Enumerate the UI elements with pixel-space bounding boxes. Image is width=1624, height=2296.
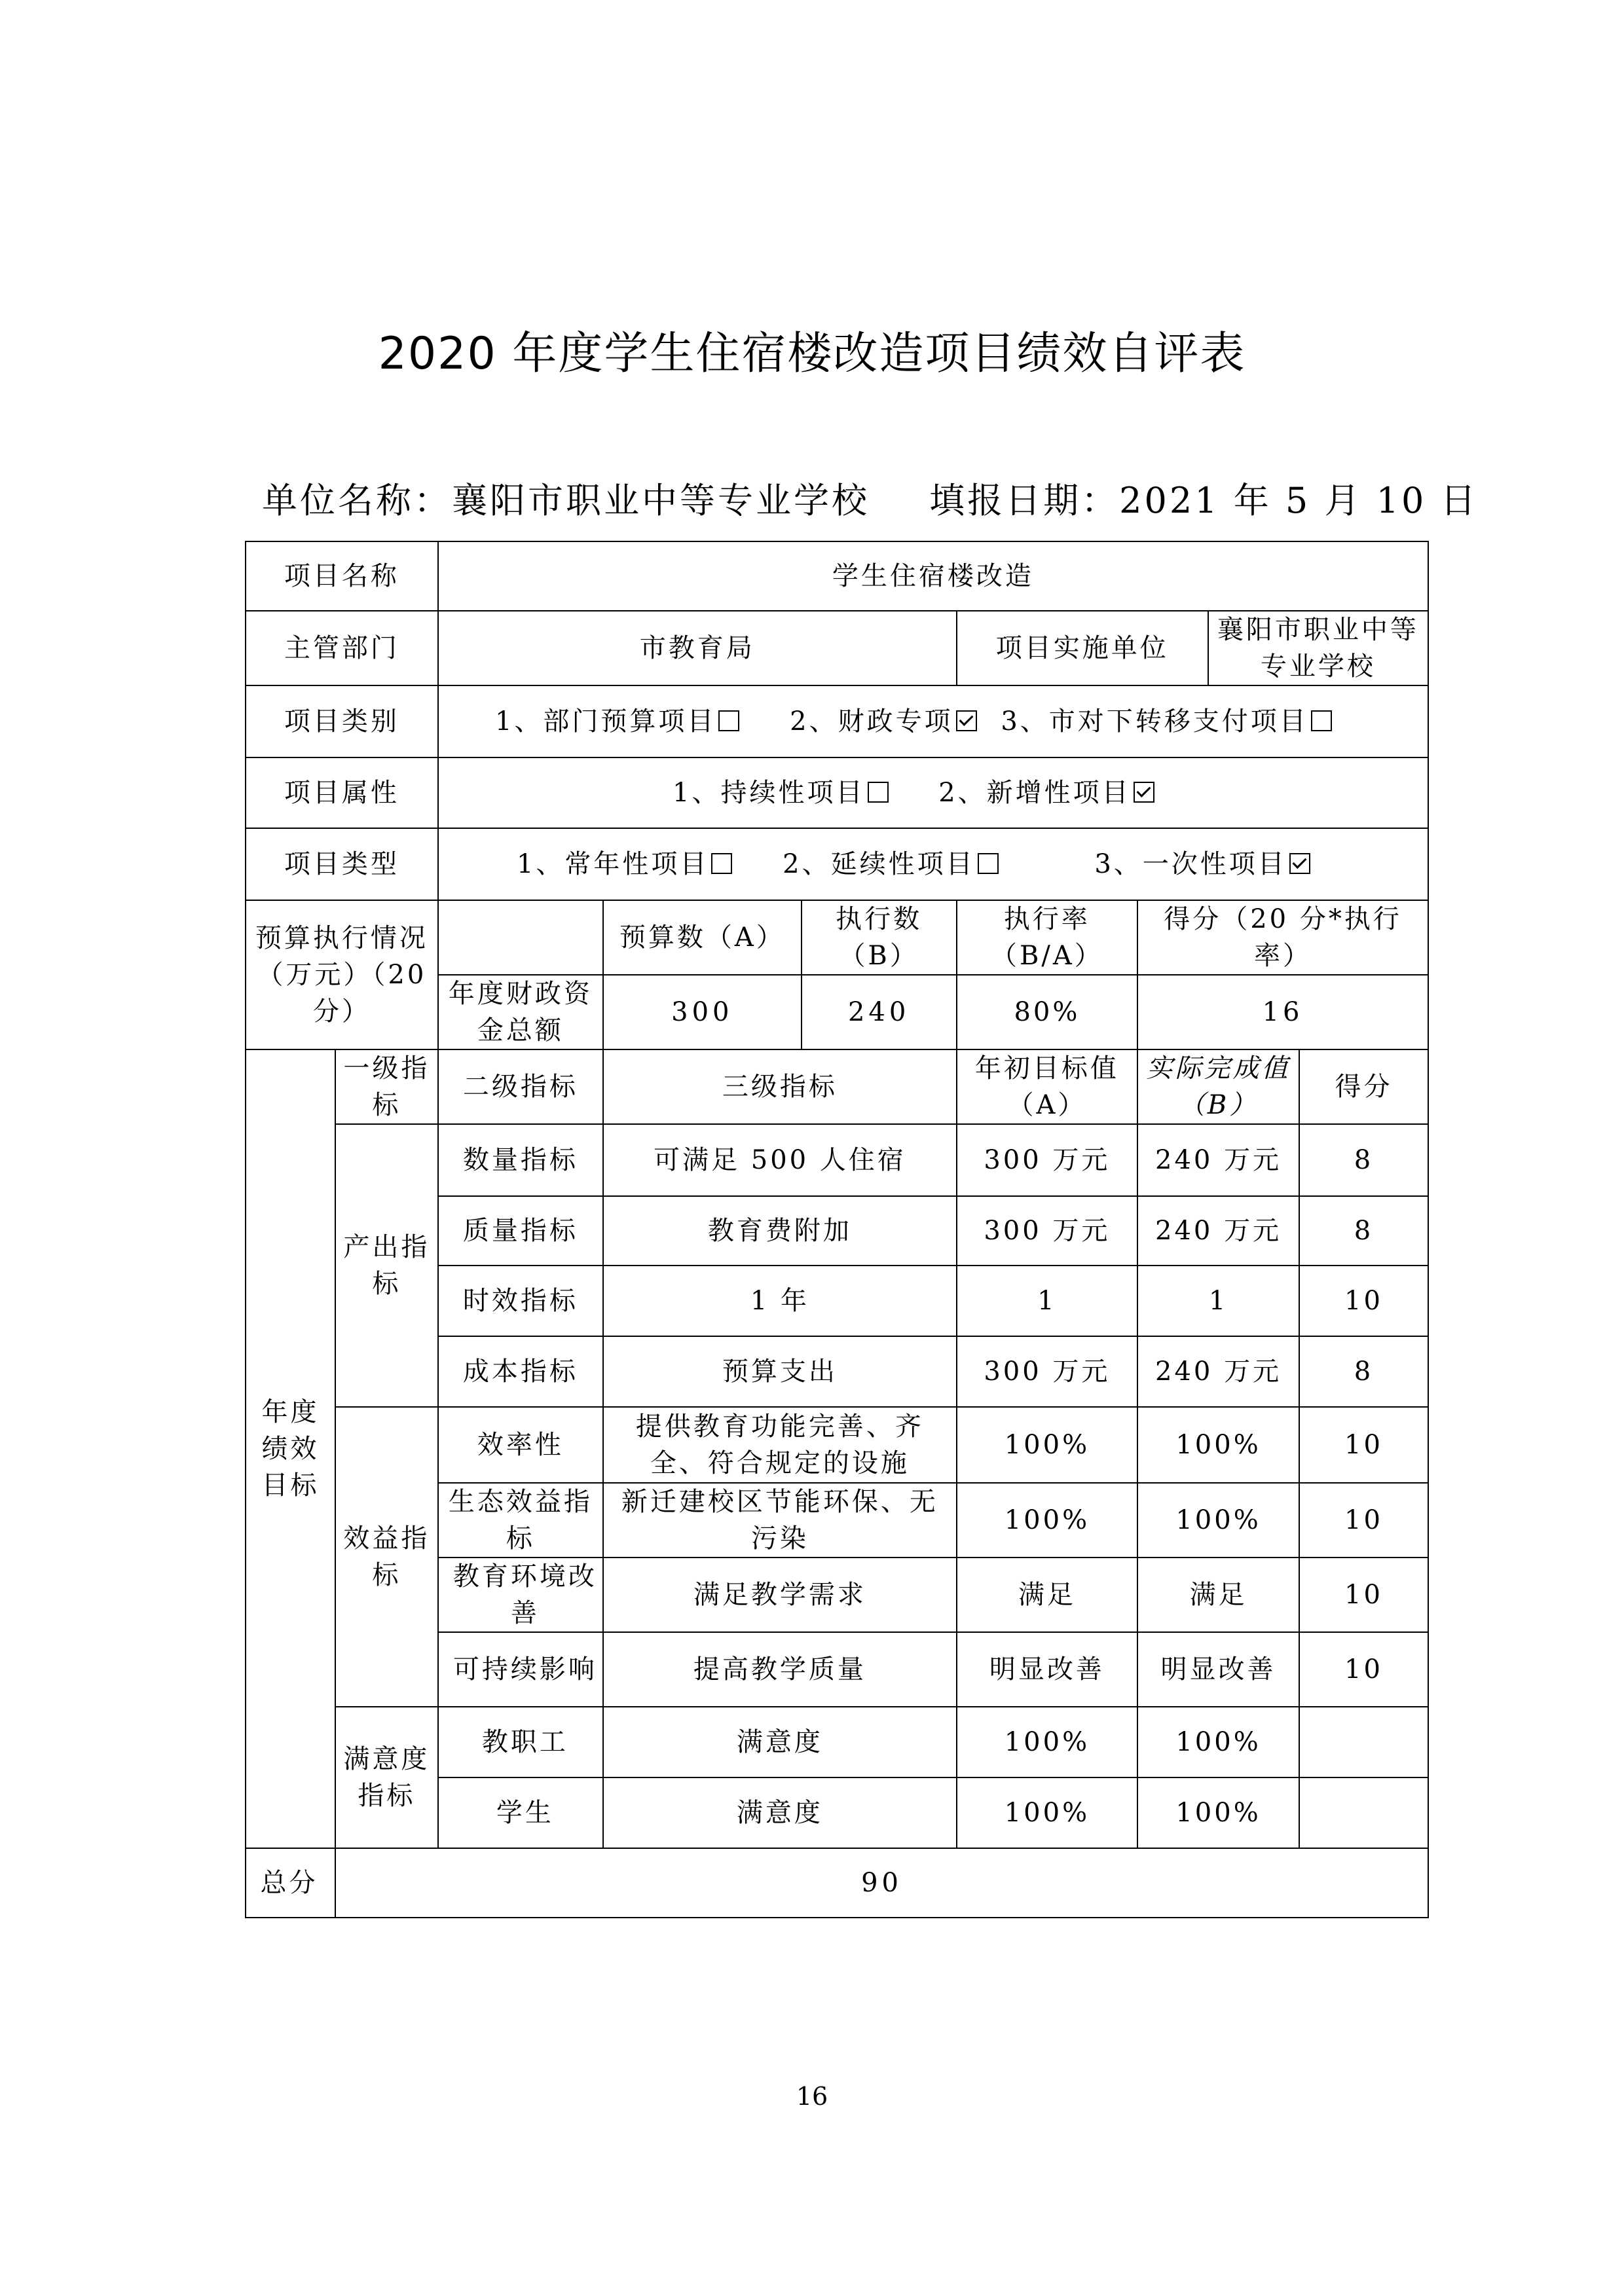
row-budget-header	[246, 900, 1428, 975]
value-department: 市教育局	[438, 611, 957, 685]
checkbox-unchecked-icon	[868, 782, 889, 803]
cell-level3: 满足教学需求	[603, 1558, 957, 1632]
cell-level3: 教育费附加	[603, 1196, 957, 1266]
value-impl-unit: 襄阳市职业中等专业学校	[1208, 611, 1428, 685]
cell-target: 300 万元	[957, 1124, 1137, 1196]
cell-actual: 100%	[1137, 1707, 1299, 1777]
cell-target: 100%	[957, 1407, 1137, 1483]
page-number: 16	[796, 2082, 828, 2111]
cell-target: 300 万元	[957, 1336, 1137, 1407]
cell-level3: 1 年	[603, 1266, 957, 1336]
cell-actual: 240 万元	[1137, 1336, 1299, 1407]
row-type	[246, 828, 1428, 900]
attribute-opt-continuous: 1、持续性项目	[673, 778, 865, 808]
checkbox-checked-icon	[1134, 782, 1154, 803]
budget-empty-cell	[438, 900, 603, 975]
cell-actual: 240 万元	[1137, 1196, 1299, 1266]
cell-target: 1	[957, 1266, 1137, 1336]
row-total	[246, 1848, 1428, 1918]
cell-level2: 教育环境改善	[438, 1558, 603, 1632]
cell-level2: 成本指标	[438, 1336, 603, 1407]
cell-score: 10	[1299, 1266, 1428, 1336]
category-opt-fiscal: 2、财政专项	[790, 706, 953, 737]
label-category: 项目类别	[246, 685, 438, 757]
header-budget-amount: 预算数（A）	[603, 900, 801, 975]
cell-actual: 240 万元	[1137, 1124, 1299, 1196]
cell-score: 10	[1299, 1483, 1428, 1558]
label-department: 主管部门	[246, 611, 438, 685]
options-type	[438, 828, 1428, 900]
value-budget-amount: 300	[603, 975, 801, 1049]
cell-target: 300 万元	[957, 1196, 1137, 1266]
type-opt-regular: 1、常年性项目	[516, 849, 709, 879]
row-project-name	[246, 541, 1428, 611]
table-row	[246, 1407, 1428, 1483]
row-department	[246, 611, 1428, 685]
options-category	[438, 685, 1428, 757]
cell-actual: 满足	[1137, 1558, 1299, 1632]
cell-level3: 新迁建校区节能环保、无污染	[603, 1483, 957, 1558]
value-budget-score: 16	[1137, 975, 1428, 1049]
cell-target: 满足	[957, 1558, 1137, 1632]
label-annual-performance: 年度绩效目标	[246, 1049, 335, 1848]
table-row	[246, 1124, 1428, 1196]
cell-actual: 100%	[1137, 1483, 1299, 1558]
header-exec-rate: 执行率（B/A）	[957, 900, 1137, 975]
type-opt-extended: 2、延续性项目	[783, 849, 975, 879]
checkbox-unchecked-icon	[711, 853, 732, 874]
header-level2: 二级指标	[438, 1049, 603, 1124]
label-satisfaction-indicators: 满意度指标	[335, 1707, 438, 1848]
row-category	[246, 685, 1428, 757]
row-attribute	[246, 757, 1428, 828]
label-project-name: 项目名称	[246, 541, 438, 611]
unit-name: 单位名称：襄阳市职业中等专业学校	[262, 480, 870, 521]
cell-actual: 100%	[1137, 1407, 1299, 1483]
header-exec-amount: 执行数（B）	[802, 900, 957, 975]
checkbox-unchecked-icon	[978, 853, 999, 874]
header-target: 年初目标值（A）	[957, 1049, 1137, 1124]
row-perf-header	[246, 1049, 1428, 1124]
label-benefit-indicators: 效益指标	[335, 1407, 438, 1707]
category-opt-dept-budget: 1、部门预算项目	[494, 706, 716, 737]
cell-level2: 数量指标	[438, 1124, 603, 1196]
header-actual: 实际完成值（B）	[1137, 1049, 1299, 1124]
checkbox-checked-icon	[1289, 853, 1310, 874]
cell-level3: 预算支出	[603, 1336, 957, 1407]
unit-date-line	[262, 473, 1479, 523]
cell-score: 10	[1299, 1407, 1428, 1483]
evaluation-table	[245, 541, 1429, 1918]
cell-target: 100%	[957, 1707, 1137, 1777]
cell-level2: 学生	[438, 1777, 603, 1848]
type-opt-onetime: 3、一次性项目	[1094, 849, 1287, 879]
cell-level3: 可满足 500 人住宿	[603, 1124, 957, 1196]
label-impl-unit: 项目实施单位	[957, 611, 1208, 685]
cell-actual: 100%	[1137, 1777, 1299, 1848]
label-attribute: 项目属性	[246, 757, 438, 828]
cell-score: 8	[1299, 1336, 1428, 1407]
cell-level3: 提高教学质量	[603, 1632, 957, 1707]
label-total-score: 总分	[246, 1848, 335, 1918]
category-opt-transfer: 3、市对下转移支付项目	[1001, 706, 1308, 737]
header-score: 得分	[1299, 1049, 1428, 1124]
header-level1: 一级指标	[335, 1049, 438, 1124]
label-output-indicators: 产出指标	[335, 1124, 438, 1407]
cell-target: 明显改善	[957, 1632, 1137, 1707]
attribute-opt-new: 2、新增性项目	[938, 778, 1131, 808]
cell-score: 8	[1299, 1196, 1428, 1266]
checkbox-unchecked-icon	[1311, 710, 1332, 731]
checkbox-checked-icon	[956, 710, 977, 731]
header-level3: 三级指标	[603, 1049, 957, 1124]
checkbox-unchecked-icon	[718, 710, 739, 731]
cell-level2: 教职工	[438, 1707, 603, 1777]
cell-target: 100%	[957, 1483, 1137, 1558]
label-budget-execution: 预算执行情况（万元）（20 分）	[246, 900, 438, 1049]
cell-target: 100%	[957, 1777, 1137, 1848]
cell-score	[1299, 1777, 1428, 1848]
label-annual-funds: 年度财政资金总额	[438, 975, 603, 1049]
options-attribute	[438, 757, 1428, 828]
document-title: 2020 年度学生住宿楼改造项目绩效自评表	[378, 328, 1246, 380]
cell-score: 10	[1299, 1632, 1428, 1707]
header-budget-score: 得分（20 分*执行率）	[1137, 900, 1428, 975]
value-exec-rate: 80%	[957, 975, 1137, 1049]
table-row	[246, 1707, 1428, 1777]
cell-level2: 质量指标	[438, 1196, 603, 1266]
cell-level2: 时效指标	[438, 1266, 603, 1336]
cell-score: 10	[1299, 1558, 1428, 1632]
cell-level3: 满意度	[603, 1777, 957, 1848]
value-exec-amount: 240	[802, 975, 957, 1049]
cell-level2: 可持续影响	[438, 1632, 603, 1707]
value-total-score: 90	[335, 1848, 1428, 1918]
cell-level3: 提供教育功能完善、齐全、符合规定的设施	[603, 1407, 957, 1483]
value-project-name: 学生住宿楼改造	[438, 541, 1428, 611]
cell-actual: 明显改善	[1137, 1632, 1299, 1707]
cell-level2: 效率性	[438, 1407, 603, 1483]
cell-level3: 满意度	[603, 1707, 957, 1777]
cell-score	[1299, 1707, 1428, 1777]
label-type: 项目类型	[246, 828, 438, 900]
cell-actual: 1	[1137, 1266, 1299, 1336]
cell-score: 8	[1299, 1124, 1428, 1196]
fill-date: 填报日期：2021 年 5 月 10 日	[929, 480, 1479, 521]
cell-level2: 生态效益指标	[438, 1483, 603, 1558]
